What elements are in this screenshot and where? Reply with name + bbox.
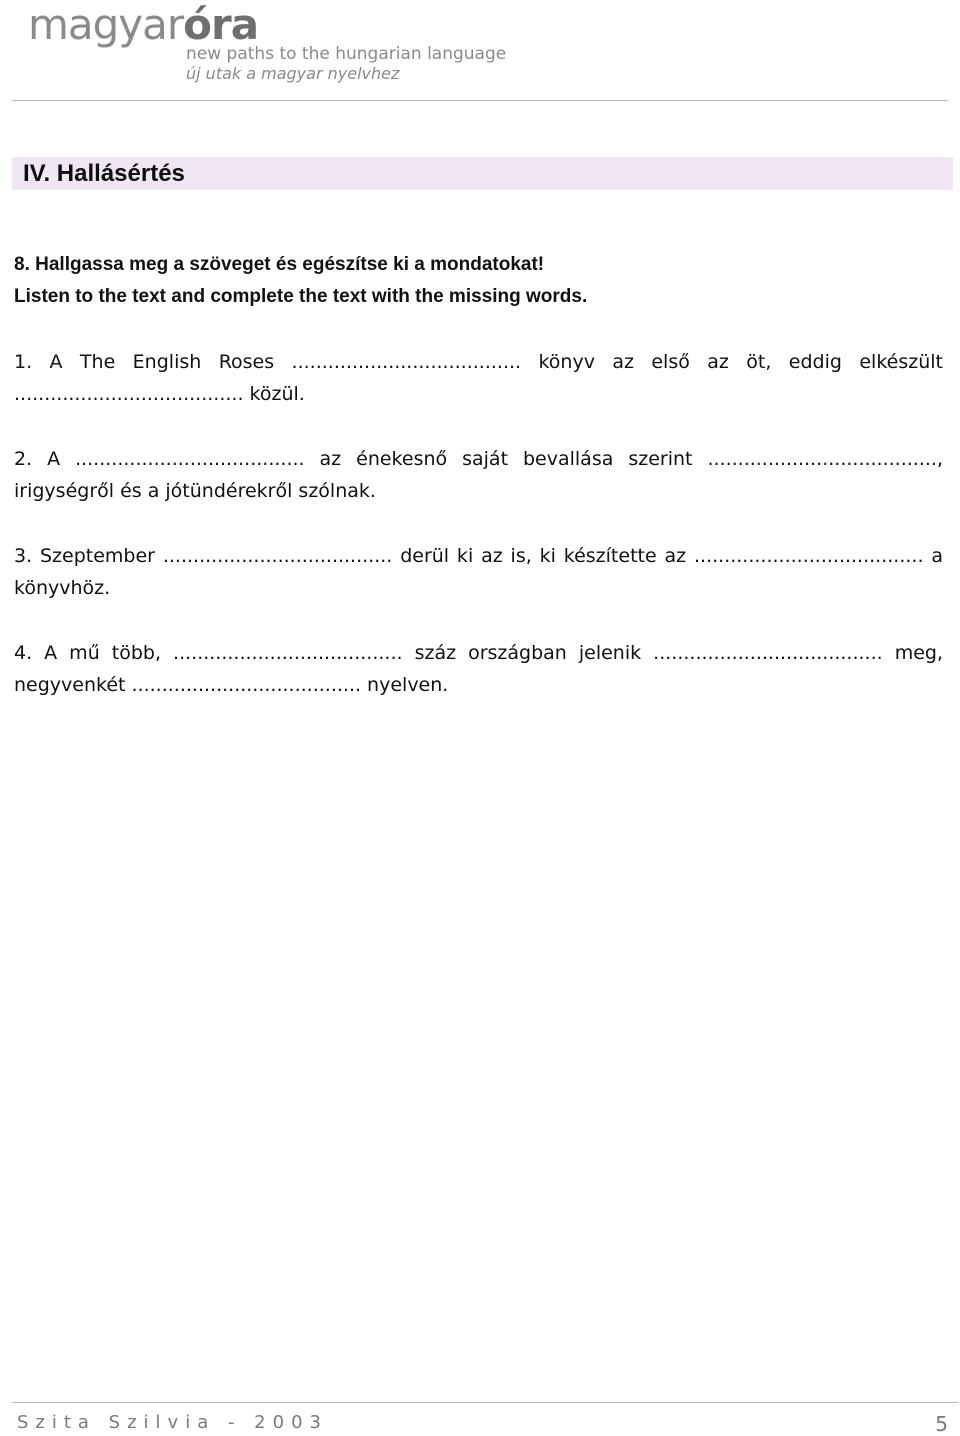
footer-author: Szita Szilvia - 2003 <box>17 1412 328 1433</box>
exercise-item-1-line-1: 1. A The English Roses ...................................... könyv az első az öt, eddig elkészült <box>14 351 943 373</box>
logo <box>28 0 258 50</box>
exercise-item-4 <box>14 637 943 701</box>
page-number: 5 <box>935 1412 948 1436</box>
exercise-item-3 <box>14 540 943 604</box>
tagline-english: new paths to the hungarian language <box>186 44 507 64</box>
exercise-item-3-line-2: könyvhöz. <box>14 577 111 599</box>
tagline-hungarian: új utak a magyar nyelvhez <box>186 64 400 83</box>
footer-divider <box>12 1402 958 1403</box>
logo-part-magyar: magyar <box>28 0 184 49</box>
logo-part-ora: óra <box>183 0 259 49</box>
header-divider <box>12 100 948 101</box>
exercise-item-4-line-2: negyvenkét ...................................... nyelven. <box>14 674 449 696</box>
section-title: IV. Hallásértés <box>23 160 185 187</box>
section-heading-bar <box>12 157 953 190</box>
exercise-item-3-line-1: 3. Szeptember ...................................... derül ki az is, ki készítette az ...................................... a <box>14 545 943 567</box>
instruction-hungarian: 8. Hallgassa meg a szöveget és egészítse ki a mondatokat! <box>14 254 545 275</box>
exercise-item-2-line-1: 2. A ...................................... az énekesnő saját bevallása szerint ......................................, <box>14 448 943 470</box>
exercise-item-4-line-1: 4. A mű több, ...................................... száz országban jelenik ...................................... meg, <box>14 642 943 664</box>
page-header <box>0 0 960 102</box>
exercise-item-1-line-2: ...................................... közül. <box>14 383 305 405</box>
exercise-item-2-line-2: irigységről és a jótündérekről szólnak. <box>14 480 376 502</box>
exercise-item-2 <box>14 443 943 507</box>
exercise-item-1 <box>14 346 943 410</box>
instruction-english: Listen to the text and complete the text with the missing words. <box>14 286 588 307</box>
